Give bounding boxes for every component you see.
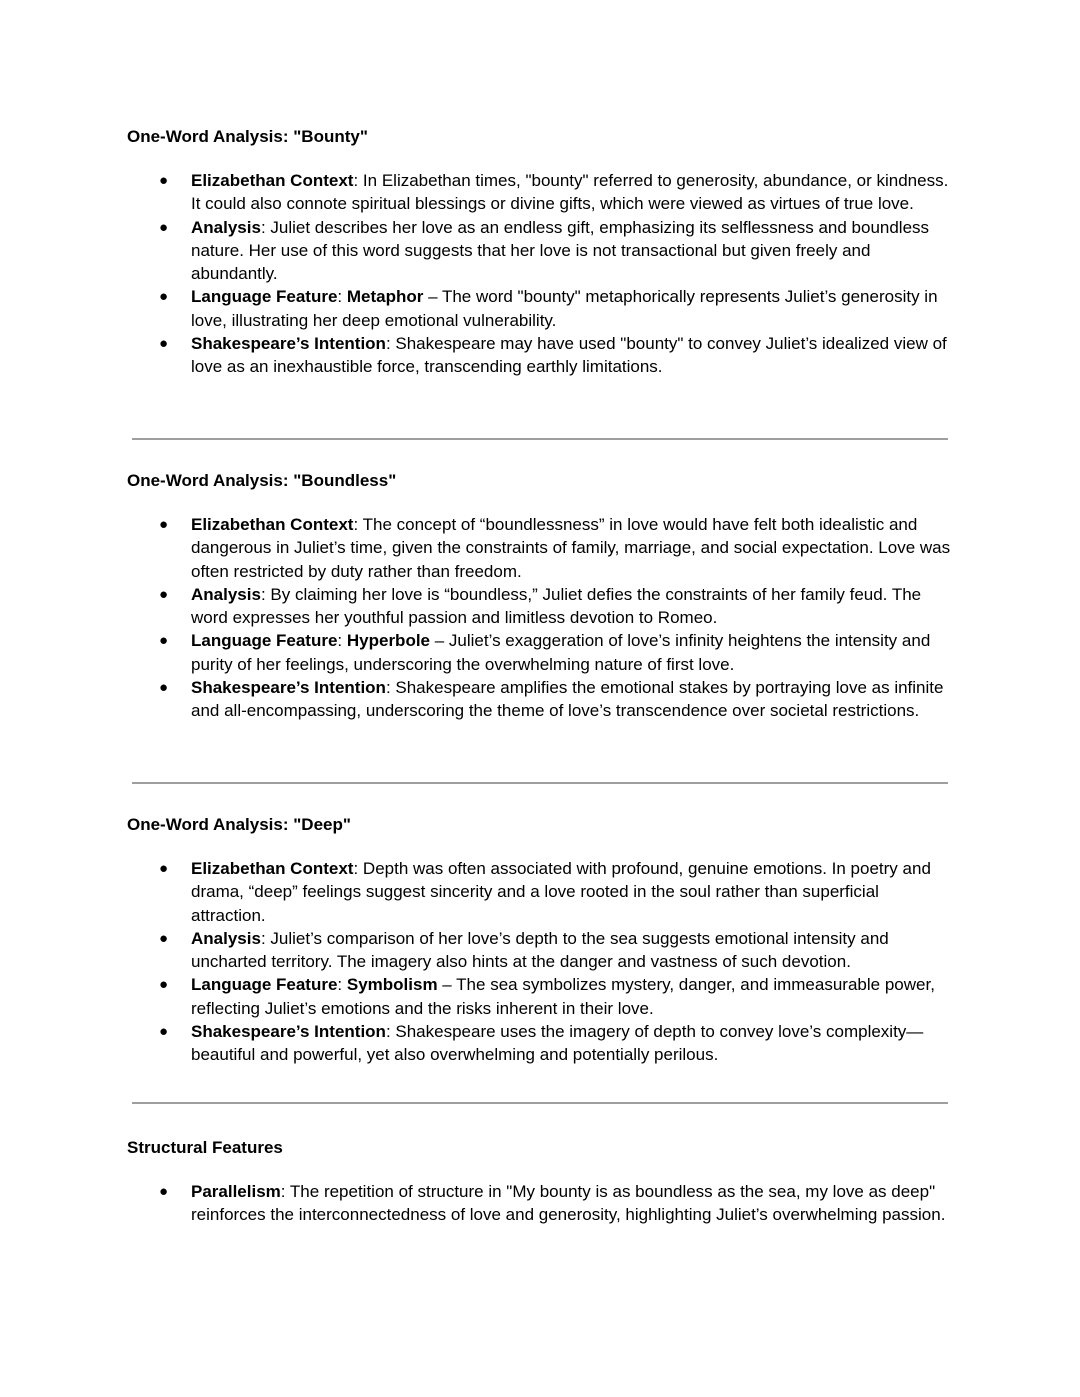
bullet-icon: ●: [159, 172, 169, 189]
horizontal-divider: [132, 782, 948, 784]
list-item: ● Shakespeare’s Intention: Shakespeare amplifies the emotional stakes by portraying love as infinite and all-encompassing, underscoring the theme of love’s transcendence over societal restrictions.: [159, 678, 944, 721]
bullet-icon: ●: [159, 976, 169, 994]
bullet-icon: ●: [159, 679, 169, 697]
bullet-icon: ●: [159, 1183, 169, 1200]
bullet-icon: ●: [159, 288, 169, 306]
list-item: ● Elizabethan Context: The concept of “boundlessness” in love would have felt both idealistic and dangerous in Juliet’s time, given the constraints of family, marriage, and social expectation. Love was often restricted by duty rather than freedom.: [159, 515, 951, 581]
list-item: ● Analysis: Juliet’s comparison of her love’s depth to the sea suggests emotional intensity and uncharted territory. The imagery also hints at the danger and vastness of such devotion.: [159, 928, 889, 972]
bullet-list: [127, 857, 957, 1067]
list-item: ● Analysis: By claiming her love is “boundless,” Juliet defies the constraints of her family feud. The word expresses her youthful passion and limitless devotion to Romeo.: [159, 584, 922, 628]
bullet-icon: ●: [159, 632, 169, 650]
list-item: ● Shakespeare’s Intention: Shakespeare may have used "bounty" to convey Juliet’s idealized view of love as an inexhaustible force, transcending earthly limitations.: [159, 334, 947, 377]
bullet-icon: ●: [159, 929, 169, 947]
section-heading: One-Word Analysis: "Boundless": [127, 471, 397, 490]
list-item: ● Language Feature: Hyperbole – Juliet’s exaggeration of love’s infinity heightens the intensity and purity of her feelings, underscoring the overwhelming nature of first love.: [159, 631, 931, 674]
section-structural-features: [127, 1138, 957, 1227]
horizontal-divider: [132, 1102, 948, 1104]
list-item: ● Elizabethan Context: Depth was often associated with profound, genuine emotions. In poetry and drama, “deep” feelings suggest sincerity and a love rooted in the soul rather than superficial attraction.: [159, 859, 931, 925]
bullet-icon: ●: [159, 516, 169, 533]
bullet-icon: ●: [159, 218, 169, 236]
bullet-list: [127, 169, 957, 379]
bullet-icon: ●: [159, 860, 169, 877]
bullet-icon: ●: [159, 585, 169, 603]
section-boundless: [127, 471, 957, 723]
section-heading: One-Word Analysis: "Bounty": [127, 127, 368, 146]
bullet-list: [127, 1180, 957, 1227]
list-item: ● Language Feature: Metaphor – The word "bounty" metaphorically represents Juliet’s generosity in love, illustrating her deep emotional vulnerability.: [159, 287, 938, 330]
list-item: ● Analysis: Juliet describes her love as an endless gift, emphasizing its selflessness and boundless nature. Her use of this word suggests that her love is not transactional but given freely and abundantly.: [159, 217, 930, 284]
bullet-list: [127, 513, 957, 723]
bullet-icon: ●: [159, 335, 169, 353]
section-bounty: [127, 127, 957, 379]
section-deep: [127, 815, 957, 1067]
list-item: ● Language Feature: Symbolism – The sea symbolizes mystery, danger, and immeasurable power, reflecting Juliet’s emotions and the risks inherent in their love.: [159, 975, 935, 1018]
list-item: ● Shakespeare’s Intention: Shakespeare uses the imagery of depth to convey love’s complexity—beautiful and powerful, yet also overwhelming and potentially perilous.: [159, 1022, 924, 1065]
section-heading: One-Word Analysis: "Deep": [127, 815, 351, 834]
bullet-icon: ●: [159, 1023, 169, 1041]
list-item: ● Elizabethan Context: In Elizabethan times, "bounty" referred to generosity, abundance, or kindness. It could also connote spiritual blessings or divine gifts, which were viewed as virtues of true love.: [159, 171, 949, 214]
section-heading: Structural Features: [127, 1138, 283, 1157]
list-item: ● Parallelism: The repetition of structure in "My bounty is as boundless as the sea, my love as deep" reinforces the interconnectedness of love and generosity, highlighting Juliet’s overwhelming passion.: [159, 1182, 946, 1225]
horizontal-divider: [132, 438, 948, 440]
